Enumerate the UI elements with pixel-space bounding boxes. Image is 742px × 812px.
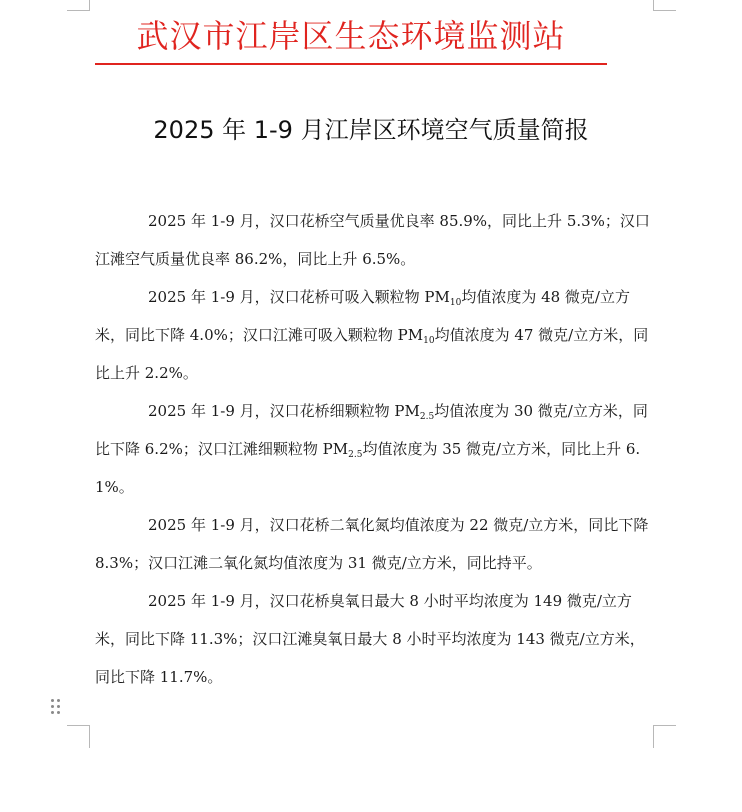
crop-mark-top-left (67, 0, 90, 11)
paragraph-text: 均值浓度为 35 微克/立方米，同比上升 6.1%。 (95, 440, 641, 496)
subscript: 2.5 (419, 412, 435, 422)
crop-mark-top-right (653, 0, 676, 11)
crop-mark-bottom-left (67, 725, 90, 748)
organization-header: 武汉市江岸区生态环境监测站 (136, 17, 566, 55)
subscript: 2.5 (348, 450, 363, 460)
header-red-rule (95, 63, 607, 65)
document-title: 2025 年 1-9 月江岸区环境空气质量简报 (153, 116, 589, 144)
paragraph-text: 均值浓度为 47 微克/立方米，同比上升 2.2%。 (95, 326, 649, 382)
paragraph-1[interactable] (95, 202, 657, 278)
paragraph-text: 2025 年 1-9 月，汉口花桥细颗粒物 PM (148, 402, 420, 420)
paragraph-5[interactable] (95, 582, 657, 696)
document-body[interactable] (95, 202, 657, 696)
drag-handle-icon[interactable] (51, 699, 63, 717)
paragraph-text: 2025 年 1-9 月，汉口花桥可吸入颗粒物 PM (148, 288, 450, 306)
paragraph-3[interactable] (95, 392, 657, 506)
subscript: 10 (423, 336, 435, 346)
paragraph-text: 均值浓度为 48 微克/立方米，同比下降 4.0%；汉口江滩可吸入颗粒物 PM (95, 288, 630, 344)
paragraph-2[interactable] (95, 278, 657, 392)
paragraph-text: 2025 年 1-9 月，汉口花桥空气质量优良率 85.9%，同比上升 5.3%；汉口江滩空气质量优良率 86.2%，同比上升 6.5%。 (95, 212, 650, 268)
paragraph-text: 均值浓度为 30 微克/立方米，同比下降 6.2%；汉口江滩细颗粒物 PM (95, 402, 648, 458)
paragraph-4[interactable] (95, 506, 657, 582)
crop-mark-bottom-right (653, 725, 676, 748)
paragraph-text: 2025 年 1-9 月，汉口花桥二氧化氮均值浓度为 22 微克/立方米，同比下降 8.3%；汉口江滩二氧化氮均值浓度为 31 微克/立方米，同比持平。 (95, 516, 649, 572)
paragraph-text: 2025 年 1-9 月，汉口花桥臭氧日最大 8 小时平均浓度为 149 微克/立方米，同比下降 11.3%；汉口江滩臭氧日最大 8 小时平均浓度为 143 微克/立方米，同比下降 11.7%。 (95, 592, 645, 686)
subscript: 10 (449, 298, 462, 308)
